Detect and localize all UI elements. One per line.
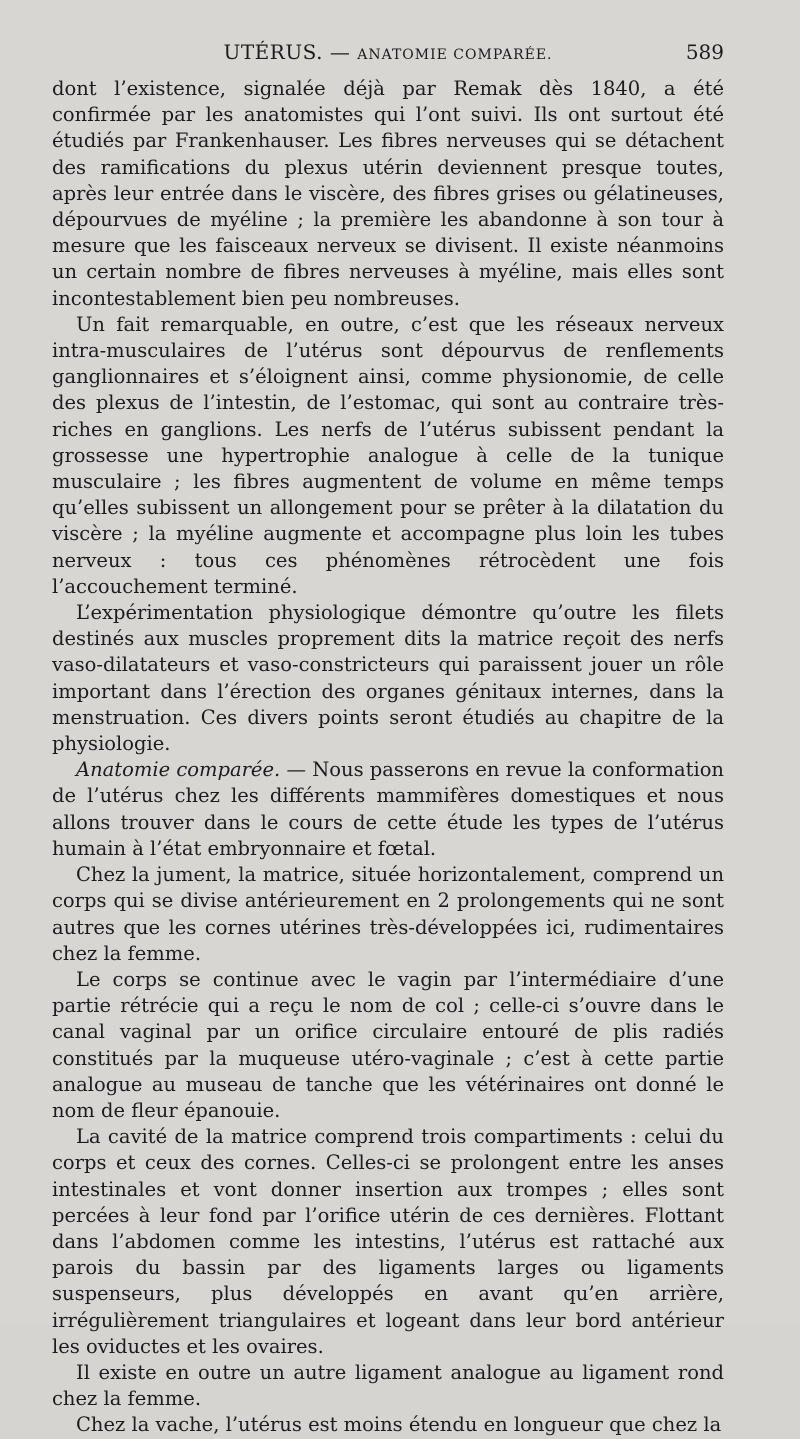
- running-title-sub: ANATOMIE COMPARÉE.: [357, 47, 553, 63]
- paragraph-5: Chez la jument, la matrice, située horizontalement, comprend un corps qui se divise antérieurement en 2 prolongements qui ne sont autres que les cornes utérines très-développées ici, rudimentaires chez la femme.: [52, 863, 724, 965]
- paragraph-7: La cavité de la matrice comprend trois compartiments : celui du corps et ceux des cornes. Celles-ci se prolongent entre les anses intestinales et vont donner insertion aux trompes ; elles sont percées à leur fond par l’orifice utérin de ces dernières. Flottant dans l’abdomen comme les intestins, l’utérus est rattaché aux parois du bassin par des ligaments larges ou ligaments suspenseurs, plus développés en avant qu’en arrière, irrégulièrement triangulaires et logeant dans leur bord antérieur les oviductes et les ovaires.: [52, 1125, 724, 1358]
- paragraph-1: dont l’existence, signalée déjà par Remak dès 1840, a été confirmée par les anatomistes qui l’ont suivi. Ils ont surtout été étudiés par Frankenhauser. Les fibres nerveuses qui se détachent des ramifications du plexus utérin deviennent presque toutes, après leur entrée dans le viscère, des fibres grises ou gélatineuses, dépourvues de myéline ; la première les abandonne à son tour à mesure que les faisceaux nerveux se divisent. Il existe néanmoins un certain nombre de fibres nerveuses à myéline, mais elles sont incontestablement bien peu nombreuses.: [52, 77, 724, 310]
- paragraph-9: Chez la vache, l’utérus est moins étendu en longueur que chez la: [76, 1413, 722, 1437]
- paragraph-3: L’expérimentation physiologique démontre qu’outre les filets destinés aux muscles proprement dits la matrice reçoit des nerfs vaso-dilatateurs et vaso-constricteurs qui paraissent jouer un rôle important dans l’érection des organes génitaux internes, dans la menstruation. Ces divers points seront étudiés au chapitre de la physiologie.: [52, 601, 724, 756]
- paragraph-8: Il existe en outre un autre ligament analogue au ligament rond chez la femme.: [52, 1360, 724, 1411]
- running-title: [52, 40, 724, 64]
- section-heading: Anatomie comparée.: [76, 758, 281, 782]
- paragraph-4-text: — Nous passerons en revue la conformation de l’utérus chez les différents mammifères domestiques et nous allons trouver dans le cours de cette étude les types de l’utérus humain à l’état embryonnaire et fœtal.: [52, 758, 724, 860]
- page-number: 589: [685, 40, 724, 64]
- running-header: [52, 40, 724, 72]
- paragraph-2: Un fait remarquable, en outre, c’est que les réseaux nerveux intra-musculaires de l’utérus sont dépourvus de renflements ganglionnaires et s’éloignent ainsi, comme physionomie, de celle des plexus de l’intestin, de l’estomac, qui sont au contraire très-riches en ganglions. Les nerfs de l’utérus subissent pendant la grossesse une hypertrophie analogue à celle de la tunique musculaire ; les fibres augmentent de volume en même temps qu’elles subissent un allongement pour se prêter à la dilatation du viscère ; la myéline augmente et accompagne plus loin les tubes nerveux : tous ces phénomènes rétrocèdent une fois l’accouchement terminé.: [52, 312, 724, 598]
- paragraph-6: Le corps se continue avec le vagin par l’intermédiaire d’une partie rétrécie qui a reçu le nom de col ; celle-ci s’ouvre dans le canal vaginal par un orifice circulaire entouré de plis radiés constitués par la muqueuse utéro-vaginale ; c’est à cette partie analogue au museau de tanche que les vétérinaires ont donné le nom de fleur épanouie.: [52, 967, 724, 1122]
- page-body: [52, 76, 724, 1439]
- running-title-main: UTÉRUS. —: [223, 40, 351, 64]
- paragraph-4: [52, 757, 724, 862]
